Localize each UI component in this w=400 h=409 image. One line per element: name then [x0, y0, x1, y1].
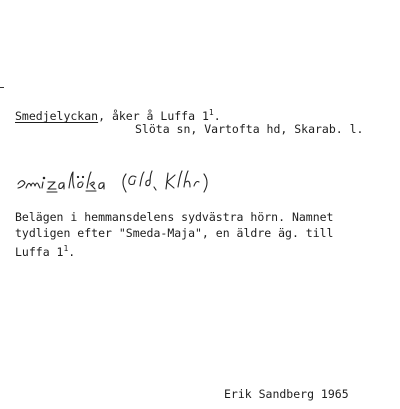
note-line-3-end: .: [68, 245, 76, 259]
handwritten-pronunciation: [14, 160, 274, 200]
place-name: Smedjelyckan: [15, 109, 99, 123]
place-description: , åker å Luffa 1: [98, 109, 209, 123]
administrative-location: Slöta sn, Vartofta hd, Skarab. l.: [135, 122, 364, 136]
place-description-end: .: [213, 109, 221, 123]
card-edge-mark: [0, 87, 4, 88]
note-line-3-superscript: 1: [63, 244, 69, 253]
collector-signature: Erik Sandberg 1965: [224, 387, 349, 401]
card-note: [15, 209, 395, 260]
note-line-1: Belägen i hemmansdelens sydvästra hörn. Namnet: [15, 210, 334, 224]
note-line-2: tydligen efter "Smeda-Maja", en äldre äg. till: [15, 226, 334, 240]
note-line-3: Luffa 1: [15, 245, 64, 259]
place-description-superscript: 1: [208, 108, 214, 117]
